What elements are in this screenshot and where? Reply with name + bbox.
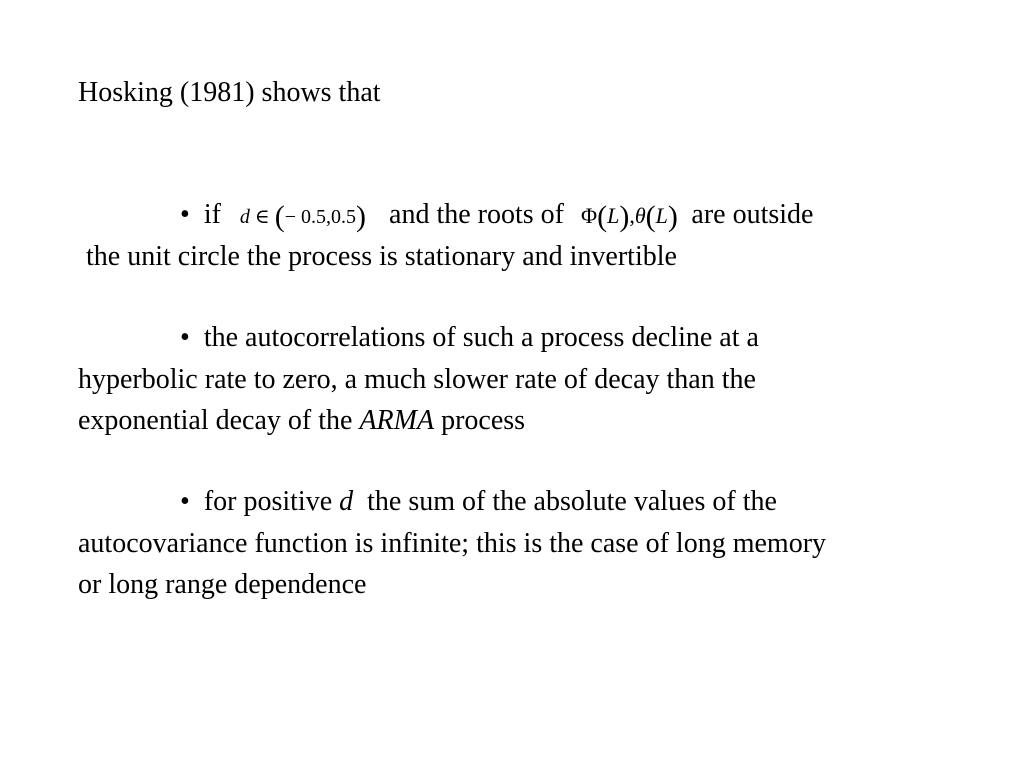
math-theta: θ xyxy=(634,203,646,228)
bullet-2-first-line xyxy=(180,324,759,352)
bullet-3-third-line: or long range dependence xyxy=(78,569,367,600)
bullet-3-var-d: d xyxy=(339,486,354,517)
bullet-3-line-1-pre: for positive xyxy=(203,486,333,517)
bullet-3-first-line xyxy=(180,488,777,516)
bullet-symbol: • xyxy=(180,486,190,517)
bullet-2-line-3-pre: exponential decay of the xyxy=(78,405,353,436)
bullet-1-math-polynomials: Φ(L),θ(L) xyxy=(580,200,678,233)
bullet-3-second-line: autocovariance function is infinite; this is the case of long memory xyxy=(78,528,827,559)
bullet-1-math-d-range xyxy=(239,200,371,233)
math-element-of: ∈ xyxy=(254,206,270,228)
math-L1: L xyxy=(607,203,620,228)
bullet-symbol: • xyxy=(180,199,190,230)
math-close-paren: ) xyxy=(356,200,367,233)
bullet-1-second-line: the unit circle the process is stationary and invertible xyxy=(86,241,677,272)
bullet-1-text-outside: are outside xyxy=(691,199,814,230)
bullet-2-second-line: hyperbolic rate to zero, a much slower rate of decay than the xyxy=(78,364,756,395)
bullet-2-arma-term: ARMA xyxy=(359,405,435,436)
math-d: d xyxy=(239,206,250,228)
bullet-2-line-3-post: process xyxy=(441,405,526,436)
math-open-paren: ( xyxy=(274,200,285,233)
bullet-3-line-1-post: the sum of the absolute values of the xyxy=(367,486,777,517)
math-range: − 0.5,0.5 xyxy=(284,206,357,228)
bullet-symbol: • xyxy=(180,322,190,353)
bullet-2-line-1-text: the autocorrelations of such a process decline at a xyxy=(203,322,759,353)
bullet-1-text-roots: and the roots of xyxy=(389,199,564,230)
math-phi: Φ xyxy=(580,203,598,228)
math-comma: , xyxy=(629,203,635,228)
bullet-1-if-word: if xyxy=(203,199,221,230)
math-L2: L xyxy=(655,203,668,228)
bullet-1-first-line xyxy=(180,201,813,232)
slide-heading: Hosking (1981) shows that xyxy=(78,77,381,108)
bullet-2-third-line xyxy=(78,407,525,435)
